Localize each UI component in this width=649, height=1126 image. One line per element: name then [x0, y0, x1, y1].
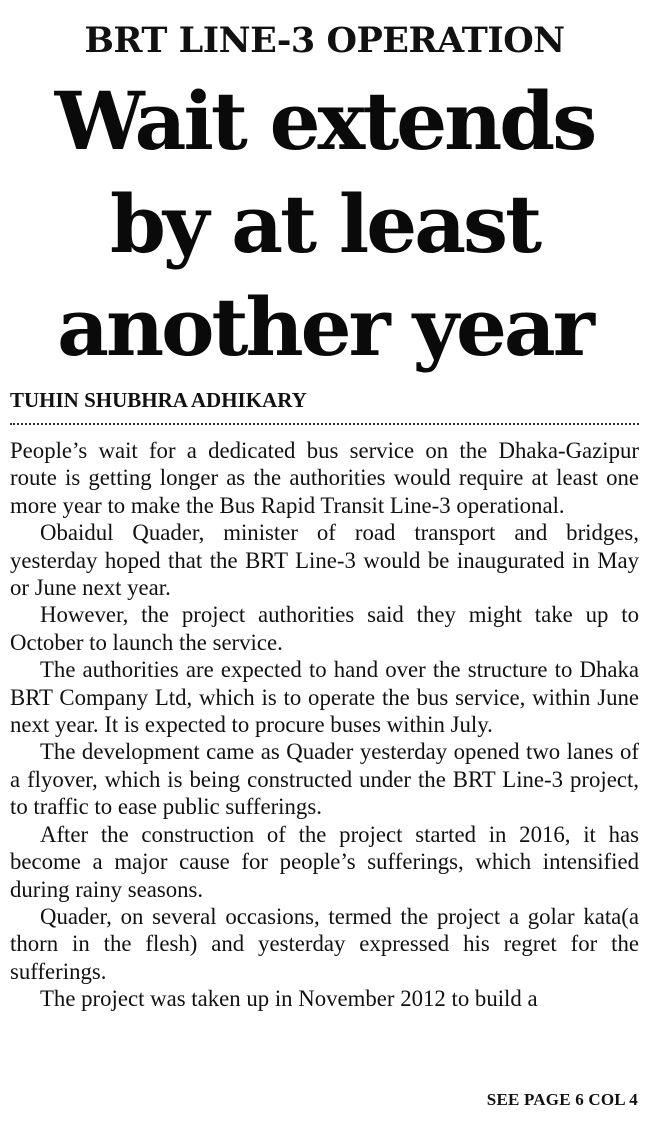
headline-line-3: another year	[57, 280, 592, 374]
kicker-title: BRT LINE-3 OPERATION	[84, 20, 565, 61]
continuation-note: SEE PAGE 6 COL 4	[486, 1090, 638, 1109]
paragraph-5: The development came as Quader yesterday opened two lanes of a flyover, which is being constructed under the BRT Line-3 project, to traffic to ease public sufferings.	[10, 739, 639, 820]
paragraph-2: Obaidul Quader, minister of road transport and bridges, yesterday hoped that the BRT Line-3 would be inaugurated in May or June next year.	[10, 520, 639, 601]
paragraph-4: The authorities are expected to hand over the structure to Dhaka BRT Company Ltd, which is to operate the bus service, within June next year. It is expected to procure buses within July.	[10, 657, 639, 738]
paragraph-8: The project was taken up in November 2012 to build a	[40, 986, 538, 1012]
paragraph-7: Quader, on several occasions, termed the project a golar kata(a thorn in the flesh) and yesterday expressed his regret for the sufferings.	[10, 903, 639, 984]
headline	[0, 70, 649, 379]
headline-line-2: by at least	[109, 177, 540, 271]
headline-line-1: Wait extends	[54, 74, 595, 168]
paragraph-1: People’s wait for a dedicated bus service on the Dhaka-Gazipur route is getting longer as the authorities would require at least one more year to make the Bus Rapid Transit Line-3 operational.	[10, 438, 639, 518]
paragraph-6: After the construction of the project started in 2016, it has become a major cause for people’s sufferings, which intensified during rainy seasons.	[10, 821, 639, 902]
byline: TUHIN SHUBHRA ADHIKARY	[10, 388, 307, 412]
paragraph-3: However, the project authorities said they might take up to October to launch the service.	[10, 602, 639, 655]
article-body	[10, 437, 639, 1013]
dotted-divider	[10, 423, 639, 425]
